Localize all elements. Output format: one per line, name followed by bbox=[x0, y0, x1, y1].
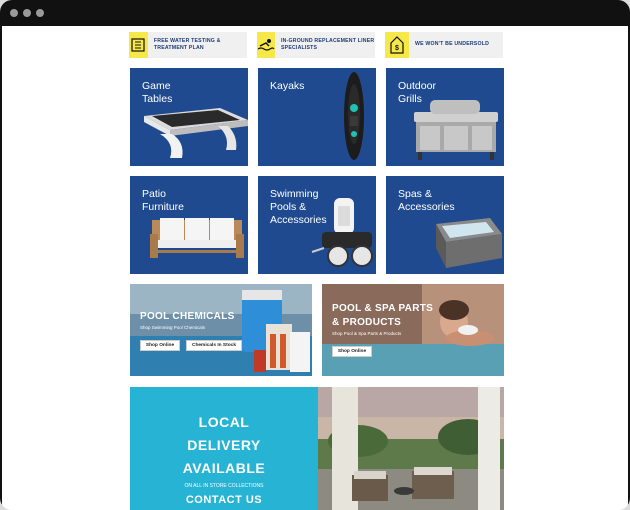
badge-text: FREE WATER TESTING & TREATMENT PLAN bbox=[153, 37, 221, 51]
kayak-image bbox=[258, 68, 376, 166]
promo-subtitle: Shop Pool & Spa Parts & Products bbox=[332, 331, 402, 336]
contact-us-link[interactable]: CONTACT US bbox=[185, 494, 263, 506]
delivery-note: ON ALL IN STORE COLLECTIONS bbox=[184, 483, 264, 489]
window-dot-icon[interactable] bbox=[10, 9, 18, 17]
badge-liner[interactable] bbox=[257, 32, 375, 58]
category-label: Game Tables bbox=[142, 80, 173, 105]
promo-pool-chemicals[interactable] bbox=[130, 284, 312, 376]
spa-image bbox=[386, 176, 504, 274]
patio-photo bbox=[318, 387, 504, 510]
delivery-line-2: DELIVERY bbox=[187, 437, 261, 453]
category-patio-furniture[interactable] bbox=[130, 176, 248, 274]
grill-image bbox=[386, 68, 504, 166]
promo-pool-spa-parts[interactable] bbox=[322, 284, 504, 376]
category-label: Swimming Pools & Accessories bbox=[270, 188, 327, 226]
category-spas[interactable] bbox=[386, 176, 504, 274]
shop-online-button[interactable]: Shop Online bbox=[332, 346, 372, 357]
water-test-icon bbox=[129, 32, 148, 58]
chemicals-photo bbox=[130, 284, 312, 376]
swimmer-icon bbox=[257, 32, 275, 58]
promo-title: POOL & SPA PARTS bbox=[332, 303, 434, 314]
category-label: Spas & Accessories bbox=[398, 188, 455, 213]
promo-title-line2: & PRODUCTS bbox=[332, 317, 402, 328]
svg-text:$: $ bbox=[395, 45, 399, 52]
promo-title: POOL CHEMICALS bbox=[140, 311, 235, 322]
category-label: Outdoor Grills bbox=[398, 80, 436, 105]
page-content bbox=[0, 26, 630, 510]
pool-cleaner-image bbox=[258, 176, 376, 274]
window-dot-icon[interactable] bbox=[23, 9, 31, 17]
local-delivery-banner[interactable] bbox=[130, 387, 318, 510]
badge-text: WE WON'T BE UNDERSOLD bbox=[415, 41, 490, 48]
badge-water-testing[interactable] bbox=[129, 32, 247, 58]
shop-online-button[interactable]: Shop Online bbox=[140, 340, 180, 351]
window-dot-icon[interactable] bbox=[36, 9, 44, 17]
delivery-line-1: LOCAL bbox=[198, 414, 250, 430]
delivery-line-3: AVAILABLE bbox=[182, 460, 266, 476]
category-label: Patio Furniture bbox=[142, 188, 185, 213]
sofa-image bbox=[130, 176, 248, 274]
badge-text: IN-GROUND REPLACEMENT LINER SPECIALISTS bbox=[281, 37, 375, 51]
price-tag-icon bbox=[385, 32, 409, 58]
category-outdoor-grills[interactable] bbox=[386, 68, 504, 166]
pool-table-image bbox=[130, 68, 248, 166]
badge-undersold[interactable] bbox=[385, 32, 503, 58]
category-swimming-pools[interactable] bbox=[258, 176, 376, 274]
window-titlebar bbox=[0, 0, 630, 26]
chemicals-in-stock-button[interactable]: Chemicals In Stock bbox=[186, 340, 242, 351]
spa-parts-photo bbox=[322, 284, 504, 376]
category-kayaks[interactable] bbox=[258, 68, 376, 166]
category-label: Kayaks bbox=[270, 80, 305, 92]
promo-subtitle: Shop Swimming Pool Chemicals bbox=[140, 325, 206, 330]
category-game-tables[interactable] bbox=[130, 68, 248, 166]
feature-badges bbox=[129, 32, 503, 58]
